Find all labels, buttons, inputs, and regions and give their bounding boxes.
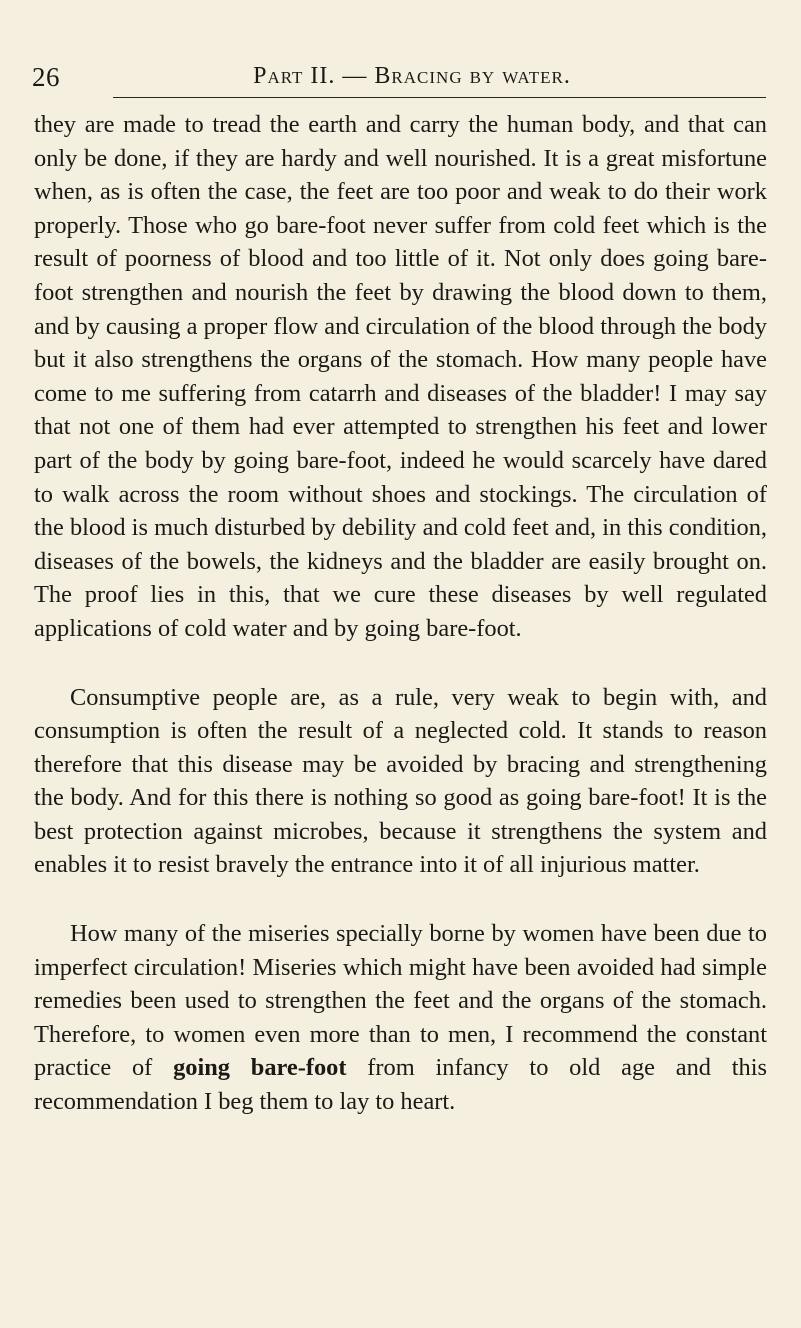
- paragraph-1: they are made to tread the earth and carry the human body, and that can only be done, if they are hardy and well nourished. It is a great misfortune when, as is often the case, the feet are too poor and weak to do their work properly. Those who go bare-foot never suffer from cold feet which is the result of poorness of blood and too little of it. Not only does going bare-foot strengthen and nourish the feet by drawing the blood down to them, and by causing a proper flow and circulation of the blood through the body but it also strengthens the organs of the stomach. How many people have come to me suffering from catarrh and diseases of the bladder! I may say that not one of them had ever attempted to strengthen his feet and lower part of the body by going bare-foot, indeed he would scarcely have dared to walk across the room without shoes and stockings. The circulation of the blood is much disturbed by debility and cold feet and, in this condition, diseases of the bowels, the kidneys and the bladder are easily brought on. The proof lies in this, that we cure these diseases by well regulated applications of cold water and by going bare-foot.: [34, 111, 767, 642]
- paragraph-3: [34, 917, 767, 1119]
- paragraph-3-emphasis: going bare-foot: [173, 1054, 347, 1082]
- paragraph-2: Consumptive people are, as a rule, very weak to begin with, and consumption is often the result of a neglected cold. It stands to reason therefore that this disease may be avoided by bracing and strengthening the body. And for this there is nothing so good as going bare-foot! It is the best protection against microbes, because it strengthens the system and enables it to resist bravely the entrance into it of all injurious matter.: [34, 683, 767, 879]
- paragraph-3-after: from infancy to old age and this recommendation I beg them to lay to heart.: [34, 1054, 767, 1116]
- running-title: Part II. — Bracing by water.: [253, 63, 571, 89]
- body-text: [34, 108, 767, 1119]
- header-rule: [113, 97, 766, 98]
- paragraph-3-before: How many of the miseries specially borne by women have been due to imperfect circulation! Miseries which might have been avoided had simple remedies been used to strengthen the feet and the organs of the stomach. Therefore, to women even more than to men, I recommend the constant practice of: [34, 920, 767, 1082]
- page-number: 26: [32, 62, 60, 92]
- running-head: [28, 50, 766, 100]
